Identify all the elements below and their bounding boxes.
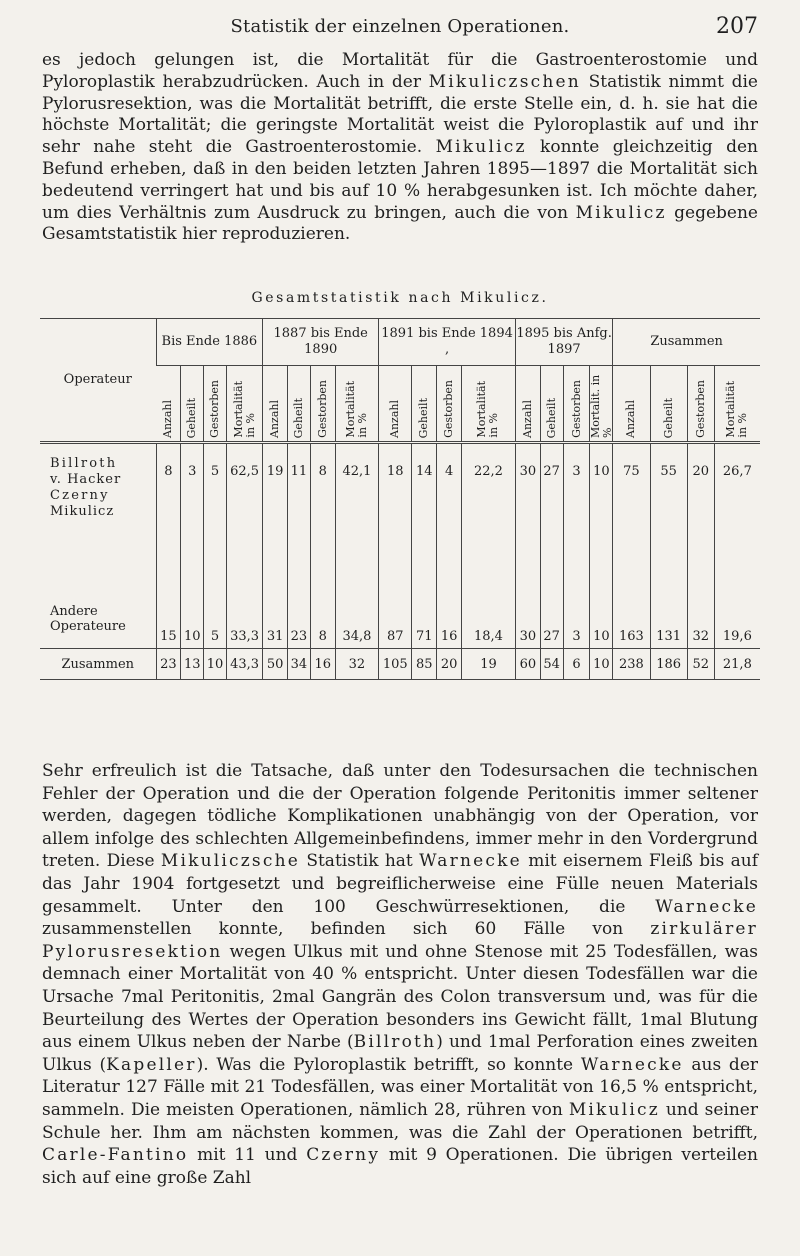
- table-cell: 8: [156, 443, 181, 615]
- table-cell: 23: [156, 649, 181, 680]
- group-header: Bis Ende 1886: [156, 319, 263, 366]
- table-cell: 5: [204, 614, 227, 649]
- table-cell: 19,6: [714, 614, 760, 649]
- table-cell: 55: [650, 443, 687, 615]
- column-header: Anzahl: [161, 400, 175, 438]
- table-cell: 22,2: [462, 443, 516, 615]
- table-cell: 27: [540, 614, 563, 649]
- table-cell: 16: [437, 614, 462, 649]
- column-header: Anzahl: [624, 400, 638, 438]
- author-name: Warnecke: [655, 896, 758, 917]
- table-cell: 10: [590, 614, 613, 649]
- operator-header: Operateur: [40, 319, 156, 443]
- table-cell: 163: [613, 614, 650, 649]
- emphasis: zirkulärer Pylorusresektion: [42, 919, 758, 962]
- table-cell: 50: [263, 649, 288, 680]
- table-cell: 54: [540, 649, 563, 680]
- author-name: Mikulicz: [568, 1099, 660, 1120]
- table-cell: 20: [687, 443, 714, 615]
- column-header: Gestorben: [569, 380, 583, 438]
- table-cell: 3: [563, 614, 590, 649]
- column-header: Mortalit. in %: [589, 374, 615, 438]
- table-cell: 14: [412, 443, 437, 615]
- column-header: Gestorben: [208, 380, 222, 438]
- group-header: Zusammen: [613, 319, 760, 366]
- operator-cell: Billroth v. Hacker Czerny Mikulicz: [40, 443, 156, 615]
- table-cell: 32: [335, 649, 379, 680]
- column-header: Geheilt: [661, 397, 675, 438]
- operator-cell: Andere Operateure: [50, 604, 126, 634]
- table-cell: 8: [310, 614, 335, 649]
- table-cell: 33,3: [226, 614, 262, 649]
- table-cell: 10: [590, 443, 613, 615]
- column-header: Gestorben: [315, 380, 329, 438]
- table-cell: 62,5: [226, 443, 262, 615]
- table-cell: 26,7: [714, 443, 760, 615]
- table-cell: 30: [515, 614, 540, 649]
- author-name: Mikulicz: [435, 137, 527, 158]
- table-cell: 87: [379, 614, 412, 649]
- statistics-table: [40, 318, 760, 680]
- group-header: 1891 bis Ende 1894 ,: [379, 319, 516, 366]
- table-cell: 31: [263, 614, 288, 649]
- author-name: Warnecke: [580, 1054, 684, 1075]
- author-name: Czerny: [306, 1145, 381, 1166]
- table-cell: 3: [181, 443, 204, 615]
- table-cell: 18: [379, 443, 412, 615]
- table-cell: 60: [515, 649, 540, 680]
- column-header: Geheilt: [544, 397, 558, 438]
- column-header: Anzahl: [268, 400, 282, 438]
- table-cell: 75: [613, 443, 650, 615]
- table-cell: 19: [263, 443, 288, 615]
- author-name: Mikuliczschen: [428, 71, 581, 92]
- group-header: 1895 bis Anfg. 1897: [515, 319, 612, 366]
- column-header: Mortalität in %: [724, 381, 750, 438]
- table-cell: 186: [650, 649, 687, 680]
- table-cell: 43,3: [226, 649, 262, 680]
- author-name: Warnecke: [419, 851, 522, 872]
- author-name: Carle-Fantino: [42, 1145, 189, 1166]
- column-header: Mortalität in %: [343, 381, 369, 438]
- group-header: 1887 bis Ende 1890: [263, 319, 379, 366]
- table-cell: 71: [412, 614, 437, 649]
- table-cell: 52: [687, 649, 714, 680]
- table-cell: 10: [590, 649, 613, 680]
- author-name: Mikuliczsche: [160, 851, 300, 872]
- page-number: 207: [716, 14, 758, 39]
- running-title: Statistik der einzelnen Operationen.: [230, 16, 570, 37]
- table-cell: 4: [437, 443, 462, 615]
- column-header: Mortalität in %: [231, 381, 257, 438]
- table-cell: 30: [515, 443, 540, 615]
- table-cell: 13: [181, 649, 204, 680]
- table-cell: 42,1: [335, 443, 379, 615]
- table-cell: 34,8: [335, 614, 379, 649]
- table-cell: 11: [288, 443, 311, 615]
- table-cell: 105: [379, 649, 412, 680]
- table-cell: 19: [462, 649, 516, 680]
- column-header: Geheilt: [417, 397, 431, 438]
- column-header: Anzahl: [520, 400, 534, 438]
- table-cell: 32: [687, 614, 714, 649]
- column-header: Mortalität in %: [475, 381, 501, 438]
- author-name: Kapeller: [106, 1054, 197, 1075]
- table-cell: 20: [437, 649, 462, 680]
- column-header: Gestorben: [693, 380, 707, 438]
- table-cell: 15: [156, 614, 181, 649]
- table-row: [40, 614, 760, 649]
- table-cell: 6: [563, 649, 590, 680]
- page-header: [42, 16, 758, 42]
- table-cell: 10: [181, 614, 204, 649]
- table-row-total: [40, 649, 760, 680]
- table-cell: 3: [563, 443, 590, 615]
- table-cell: 5: [204, 443, 227, 615]
- table-cell: 23: [288, 614, 311, 649]
- author-name: Billroth: [353, 1032, 437, 1053]
- table-cell: 238: [613, 649, 650, 680]
- column-header: Geheilt: [185, 397, 199, 438]
- table-cell: 16: [310, 649, 335, 680]
- table-cell: 131: [650, 614, 687, 649]
- table-cell: 10: [204, 649, 227, 680]
- column-header: Gestorben: [442, 380, 456, 438]
- table-title: Gesamtstatistik nach Mikulicz.: [251, 290, 549, 306]
- author-name: Mikulicz: [575, 202, 667, 223]
- table-cell: 21,8: [714, 649, 760, 680]
- column-header: Geheilt: [291, 397, 305, 438]
- table-row: [40, 443, 760, 615]
- column-header: Anzahl: [388, 400, 402, 438]
- paragraph-intro: es jedoch gelungen ist, die Mortalität für die Gastroenterostomie und Pyloroplastik herabzudrücken. Auch in der Mikuliczschen Statistik nimmt die Pylorusresektion, was die Mortalität betrifft, die erste Stelle ein, d. h. sie hat die höchste Mortalität; die geringste Mortalität weist die Pyloroplastik auf und ihr sehr nahe steht die Gastroenterostomie. Mikulicz konnte gleichzeitig den Befund erheben, daß in den beiden letzten Jahren 1895—1897 die Mortalität sich bedeutend verringert hat und bis auf 10 % herabgesunken ist. Ich möchte daher, um dies Verhältnis zum Ausdruck zu bringen, auch die von Mikulicz gegebene Gesamtstatistik hier reproduzieren.: [42, 50, 758, 245]
- table-cell: 85: [412, 649, 437, 680]
- table-cell: 34: [288, 649, 311, 680]
- table-cell: 18,4: [462, 614, 516, 649]
- paragraph-main: Sehr erfreulich ist die Tatsache, daß unter den Todesursachen die technischen Fehler der Operation und die der Operation folgende Peritonitis immer seltener werden, dagegen tödliche Komplikationen unabhängig von der Operation, vor allem infolge des schlechten Allgemeinbefindens, immer mehr in den Vordergrund treten. Diese Mikuliczsche Statistik hat Warnecke mit eisernem Fleiß bis auf das Jahr 1904 fortgesetzt und begreiflicherweise eine Fülle neuen Materials gesammelt. Unter den 100 Geschwürresektionen, die Warnecke zusammenstellen konnte, befinden sich 60 Fälle von zirkulärer Pylorusresektion wegen Ulkus mit und ohne Stenose mit 25 Todesfällen, was demnach einer Mortalität von 40 % entspricht. Unter diesen Todesfällen war die Ursache 7mal Peritonitis, 2mal Gangrän des Colon transversum und, was für die Beurteilung des Wertes der Operation besonders ins Gewicht fällt, 1mal Blutung aus einem Ulkus neben der Narbe (Billroth) und 1mal Perforation eines zweiten Ulkus (Kapeller). Was die Pyloroplastik betrifft, so konnte Warnecke aus der Literatur 127 Fälle mit 21 Todesfällen, was einer Mortalität von 16,5 % entspricht, sammeln. Die meisten Operationen, nämlich 28, rühren von Mikulicz und seiner Schule her. Ihm am nächsten kommen, was die Zahl der Operationen betrifft, Carle-Fantino mit 11 und Czerny mit 9 Operationen. Die übrigen verteilen sich auf eine große Zahl: [42, 761, 759, 1188]
- table-cell: 27: [540, 443, 563, 615]
- total-label: Zusammen: [40, 649, 156, 680]
- table-cell: 8: [310, 443, 335, 615]
